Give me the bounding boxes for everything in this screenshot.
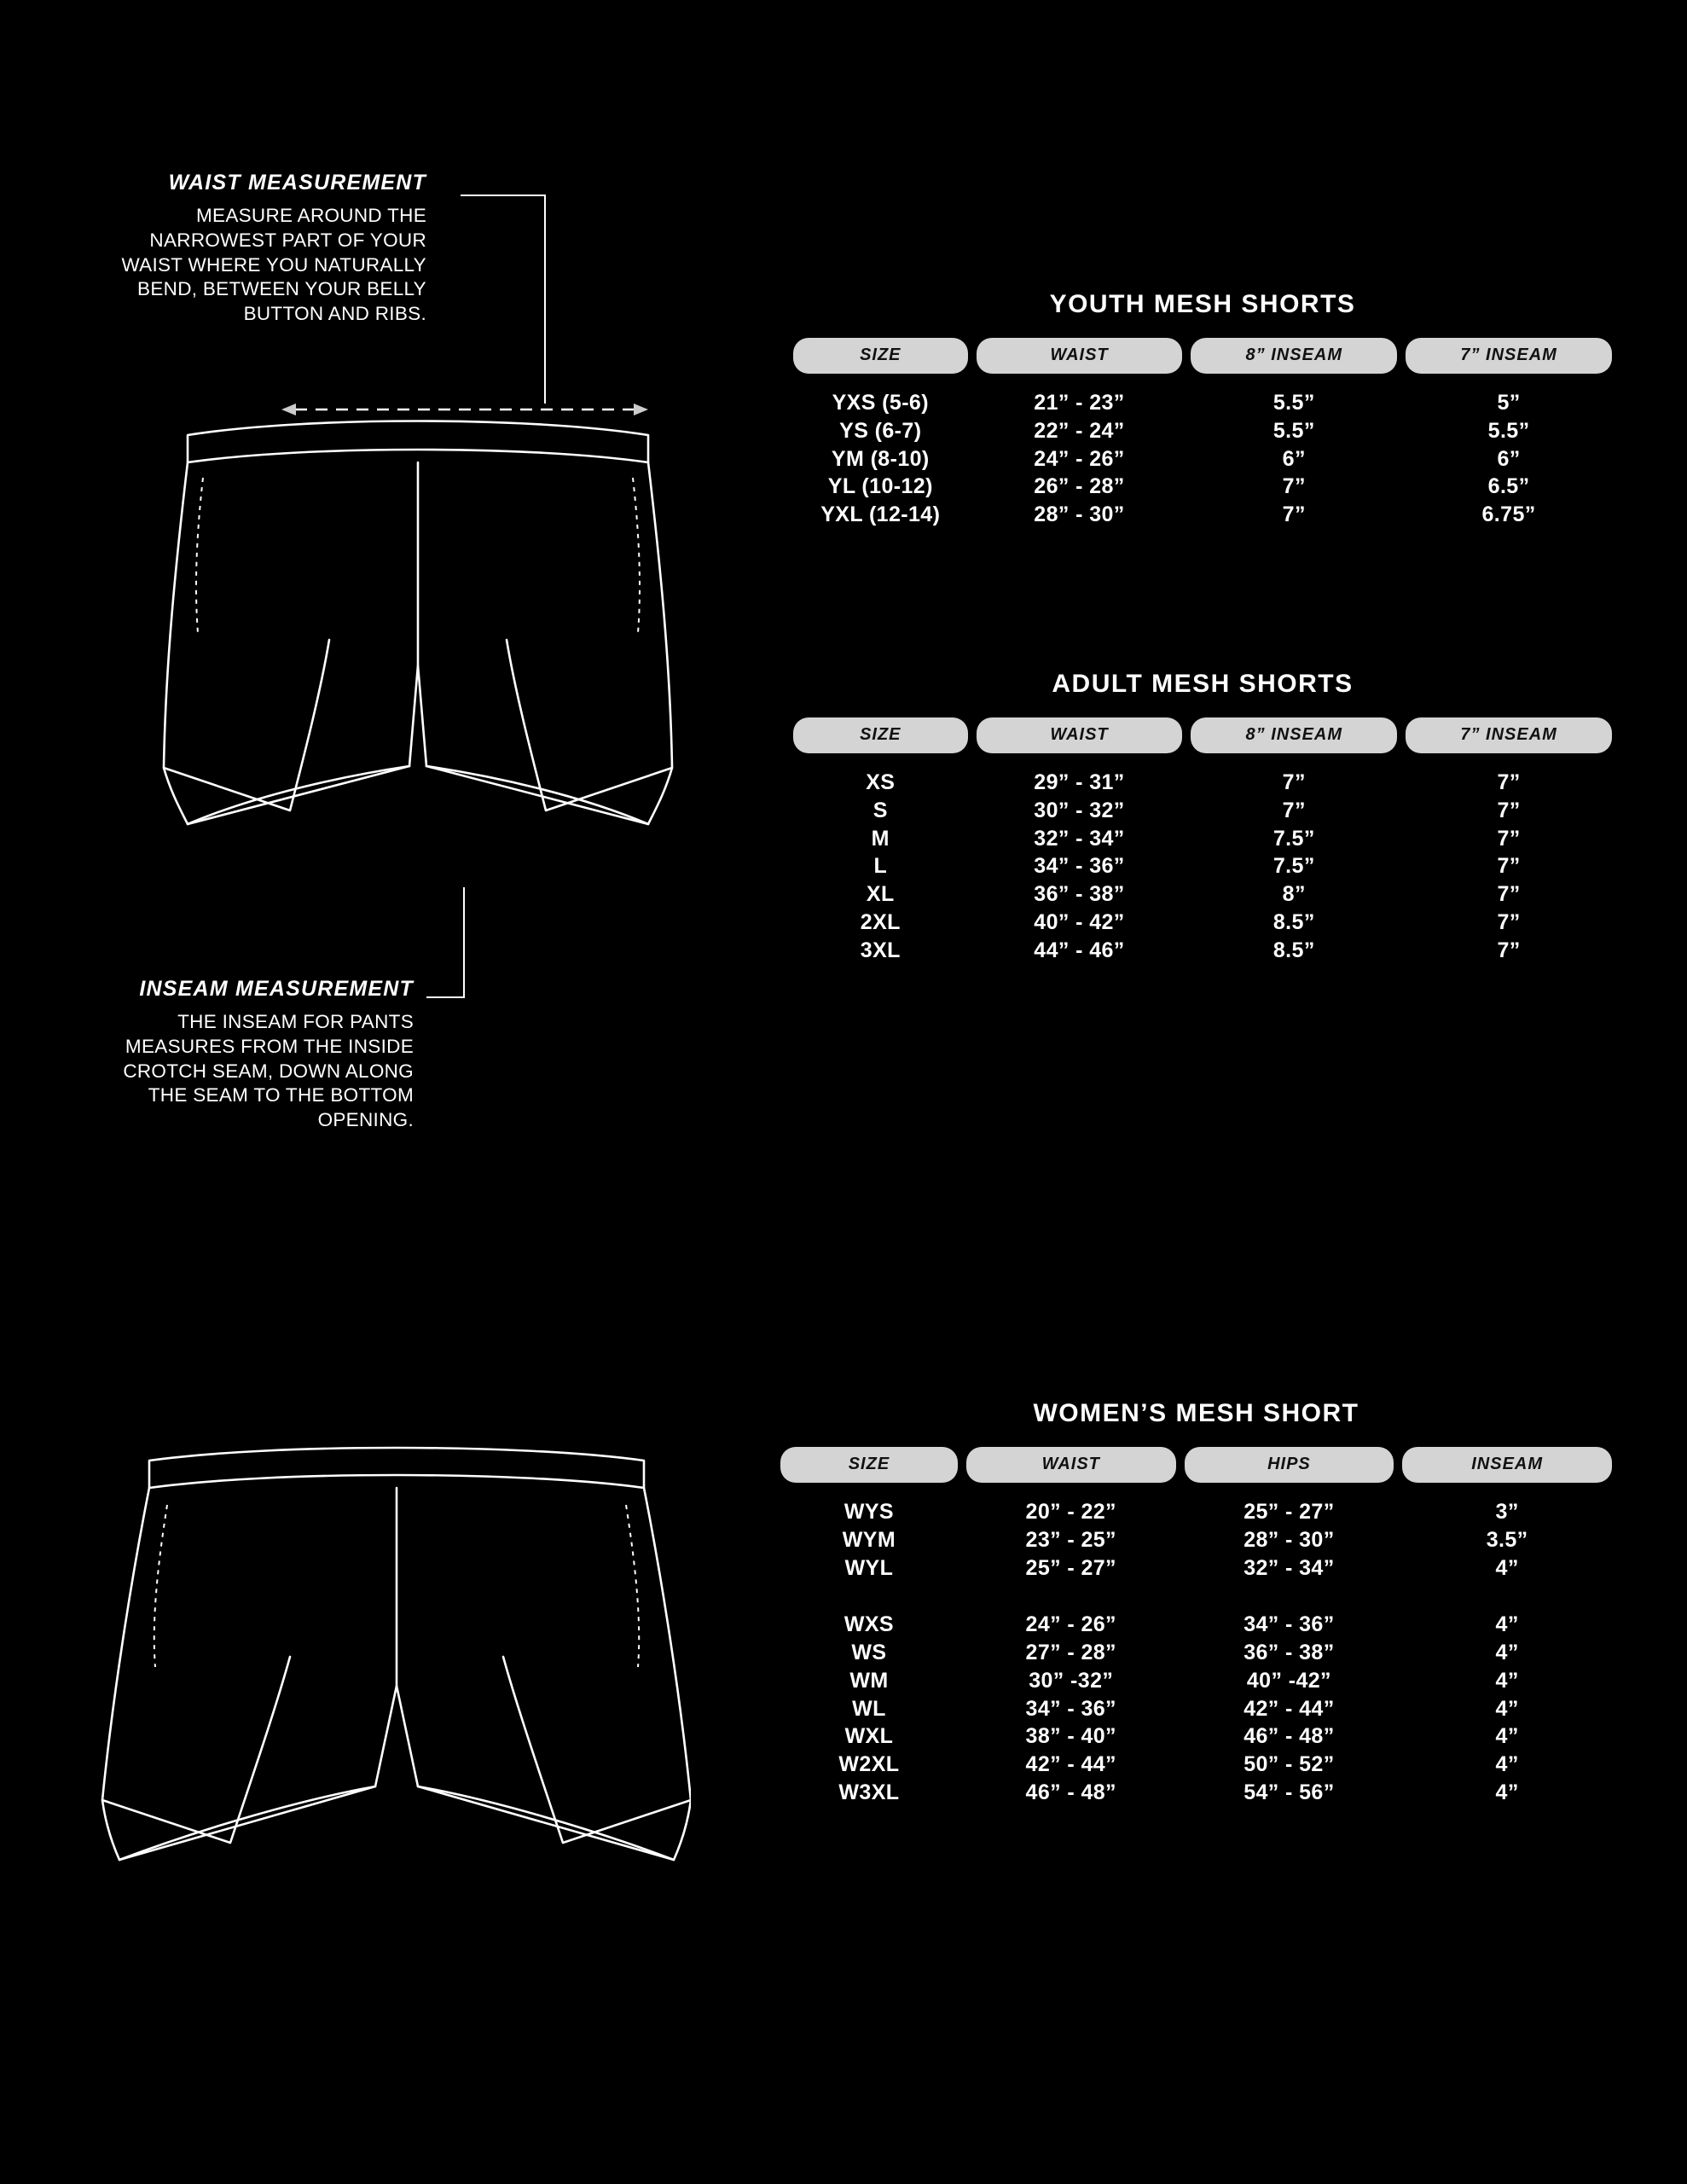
cell-7-inseam: 7” <box>1497 798 1521 822</box>
table-row <box>780 1611 1612 1639</box>
cell-size: S <box>872 798 888 822</box>
cell-inseam: 4” <box>1495 1724 1519 1749</box>
cell-size: 2XL <box>860 909 901 934</box>
table-header-row <box>793 717 1612 753</box>
cell-waist: 29” - 31” <box>1034 770 1125 794</box>
table-header-row <box>793 338 1612 374</box>
table-row <box>780 1667 1612 1695</box>
table-row <box>793 374 1612 417</box>
cell-waist: 32” - 34” <box>1034 826 1125 851</box>
inseam-annotation-title: INSEAM MEASUREMENT <box>139 977 414 1001</box>
cell-7-inseam: 7” <box>1497 854 1521 879</box>
cell-7-inseam: 5.5” <box>1487 418 1530 443</box>
cell-waist: 22” - 24” <box>1034 418 1125 443</box>
cell-waist: 40” - 42” <box>1034 909 1125 934</box>
cell-waist: 20” - 22” <box>1025 1500 1116 1524</box>
cell-waist: 27” - 28” <box>1025 1641 1116 1664</box>
cell-8-inseam: 5.5” <box>1272 391 1315 415</box>
cell-hips: 42” - 44” <box>1244 1696 1335 1721</box>
spacer-cell <box>780 1582 958 1611</box>
cell-inseam: 4” <box>1495 1752 1519 1776</box>
cell-8-inseam: 7” <box>1282 798 1306 822</box>
waist-leader-line-vertical <box>544 195 546 404</box>
cell-hips: 50” - 52” <box>1244 1752 1335 1776</box>
cell-8-inseam: 6” <box>1282 446 1306 471</box>
table-row <box>780 1722 1612 1751</box>
table-row <box>780 1526 1612 1554</box>
column-header-waist: WAIST <box>977 717 1183 753</box>
table-row <box>793 797 1612 825</box>
spacer-cell <box>1185 1582 1394 1611</box>
table-row <box>793 445 1612 473</box>
table-row <box>793 473 1612 501</box>
table-row <box>793 753 1612 797</box>
cell-size: WXS <box>844 1612 895 1637</box>
cell-waist: 21” - 23” <box>1034 391 1125 415</box>
cell-waist: 28” - 30” <box>1034 502 1125 526</box>
cell-waist: 24” - 26” <box>1034 446 1125 471</box>
cell-size: 3XL <box>860 938 901 962</box>
cell-8-inseam: 8” <box>1282 882 1306 906</box>
cell-waist: 42” - 44” <box>1025 1752 1116 1776</box>
cell-hips: 46” - 48” <box>1244 1724 1335 1749</box>
table-row <box>793 937 1612 965</box>
cell-waist: 23” - 25” <box>1025 1527 1116 1552</box>
cell-size: WYM <box>842 1527 896 1552</box>
cell-waist: 30” - 32” <box>1034 798 1125 822</box>
cell-7-inseam: 6.75” <box>1481 502 1536 526</box>
column-header-7-inseam: 7” INSEAM <box>1406 338 1612 374</box>
column-header-waist: WAIST <box>966 1447 1176 1483</box>
table-row <box>780 1554 1612 1583</box>
cell-waist: 26” - 28” <box>1034 474 1125 499</box>
cell-inseam: 4” <box>1495 1668 1519 1693</box>
waist-annotation-title: WAIST MEASUREMENT <box>168 171 426 195</box>
cell-size: W2XL <box>838 1752 900 1776</box>
cell-hips: 34” - 36” <box>1244 1612 1335 1637</box>
column-header-8-inseam: 8” INSEAM <box>1191 717 1397 753</box>
cell-inseam: 3.5” <box>1486 1527 1528 1552</box>
table-row <box>793 825 1612 853</box>
youth-table-title: YOUTH MESH SHORTS <box>1049 290 1356 318</box>
cell-inseam: 4” <box>1495 1696 1519 1721</box>
cell-inseam: 4” <box>1495 1612 1519 1637</box>
cell-waist: 44” - 46” <box>1034 938 1125 962</box>
cell-7-inseam: 5” <box>1497 391 1521 415</box>
adult-mesh-shorts-table-block <box>785 670 1620 964</box>
inseam-leader-line-horizontal <box>426 996 465 998</box>
cell-hips: 40” -42” <box>1246 1668 1331 1693</box>
cell-8-inseam: 8.5” <box>1272 909 1315 934</box>
table-row-spacer <box>780 1582 1612 1611</box>
cell-size: YL (10-12) <box>827 474 933 499</box>
inseam-leader-line-vertical <box>463 887 465 998</box>
table-row <box>780 1751 1612 1779</box>
column-header-size: SIZE <box>793 338 968 374</box>
cell-size: W3XL <box>838 1780 900 1804</box>
adult-size-table <box>785 717 1620 964</box>
column-header-size: SIZE <box>780 1447 958 1483</box>
column-header-waist: WAIST <box>977 338 1183 374</box>
cell-8-inseam: 8.5” <box>1272 938 1315 962</box>
cell-inseam: 4” <box>1495 1641 1519 1664</box>
cell-size: M <box>871 826 890 851</box>
spacer-cell <box>966 1582 1176 1611</box>
table-row <box>793 417 1612 445</box>
adult-table-title: ADULT MESH SHORTS <box>1052 670 1354 698</box>
cell-7-inseam: 7” <box>1497 938 1521 962</box>
cell-waist: 36” - 38” <box>1034 882 1125 906</box>
cell-8-inseam: 7.5” <box>1272 854 1315 879</box>
cell-hips: 28” - 30” <box>1244 1527 1335 1552</box>
cell-size: YM (8-10) <box>831 446 930 471</box>
cell-7-inseam: 7” <box>1497 882 1521 906</box>
table-row <box>793 852 1612 880</box>
table-row <box>780 1695 1612 1723</box>
cell-waist: 34” - 36” <box>1025 1696 1116 1721</box>
cell-7-inseam: 7” <box>1497 770 1521 794</box>
column-header-7-inseam: 7” INSEAM <box>1406 717 1612 753</box>
cell-waist: 46” - 48” <box>1025 1780 1116 1804</box>
cell-8-inseam: 7” <box>1282 770 1306 794</box>
cell-7-inseam: 6.5” <box>1487 474 1530 499</box>
waist-measurement-annotation <box>85 171 426 327</box>
column-header-8-inseam: 8” INSEAM <box>1191 338 1397 374</box>
cell-7-inseam: 7” <box>1497 826 1521 851</box>
table-row <box>793 880 1612 909</box>
cell-size: XS <box>866 770 896 794</box>
cell-waist: 25” - 27” <box>1025 1555 1116 1580</box>
cell-waist: 24” - 26” <box>1025 1612 1116 1637</box>
womens-shorts-illustration <box>94 1442 691 1988</box>
waist-leader-line-horizontal <box>461 195 546 196</box>
cell-size: YS (6-7) <box>839 418 922 443</box>
table-row <box>793 909 1612 937</box>
cell-8-inseam: 5.5” <box>1272 418 1315 443</box>
cell-size: XL <box>866 882 895 906</box>
table-row <box>780 1639 1612 1667</box>
cell-inseam: 4” <box>1495 1555 1519 1580</box>
cell-8-inseam: 7” <box>1282 474 1306 499</box>
table-header-row <box>780 1447 1612 1483</box>
table-row <box>780 1483 1612 1526</box>
cell-7-inseam: 7” <box>1497 909 1521 934</box>
cell-inseam: 3” <box>1495 1500 1519 1524</box>
cell-hips: 32” - 34” <box>1244 1555 1335 1580</box>
cell-inseam: 4” <box>1495 1780 1519 1804</box>
youth-size-table <box>785 338 1620 529</box>
table-row <box>780 1779 1612 1807</box>
cell-size: WYL <box>844 1555 894 1580</box>
column-header-hips: HIPS <box>1185 1447 1394 1483</box>
womens-table-title: WOMEN’S MESH SHORT <box>1033 1399 1359 1427</box>
cell-size: YXL (12-14) <box>820 502 941 526</box>
cell-waist: 34” - 36” <box>1034 854 1125 879</box>
waist-annotation-body: MEASURE AROUND THE NARROWEST PART OF YOUR WAIST WHERE YOU NATURALLY BEND, BETWEEN YOUR BELLY BUTTON AND RIBS. <box>121 205 426 325</box>
inseam-annotation-body: THE INSEAM FOR PANTS MEASURES FROM THE INSIDE CROTCH SEAM, DOWN ALONG THE SEAM TO THE BOTTOM OPENING. <box>123 1011 414 1131</box>
cell-8-inseam: 7.5” <box>1272 826 1315 851</box>
cell-size: YXS (5-6) <box>832 391 929 415</box>
cell-size: WL <box>852 1696 886 1721</box>
spacer-cell <box>1402 1582 1612 1611</box>
cell-8-inseam: 7” <box>1282 502 1306 526</box>
cell-size: WM <box>849 1668 889 1693</box>
cell-waist: 38” - 40” <box>1025 1724 1116 1749</box>
cell-hips: 54” - 56” <box>1244 1780 1335 1804</box>
youth-mesh-shorts-table-block <box>785 290 1620 529</box>
cell-hips: 25” - 27” <box>1244 1500 1335 1524</box>
cell-waist: 30” -32” <box>1029 1668 1114 1693</box>
column-header-size: SIZE <box>793 717 968 753</box>
cell-size: WYS <box>844 1500 895 1524</box>
cell-hips: 36” - 38” <box>1244 1641 1335 1664</box>
column-header-inseam: INSEAM <box>1402 1447 1612 1483</box>
womens-mesh-short-table-block <box>772 1399 1620 1807</box>
table-row <box>793 501 1612 529</box>
cell-size: WXL <box>844 1724 894 1749</box>
cell-7-inseam: 6” <box>1497 446 1521 471</box>
cell-size: L <box>873 854 888 879</box>
mens-shorts-illustration <box>154 410 682 1007</box>
inseam-measurement-annotation <box>81 977 414 1133</box>
womens-size-table <box>772 1447 1620 1807</box>
cell-size: WS <box>851 1641 887 1664</box>
